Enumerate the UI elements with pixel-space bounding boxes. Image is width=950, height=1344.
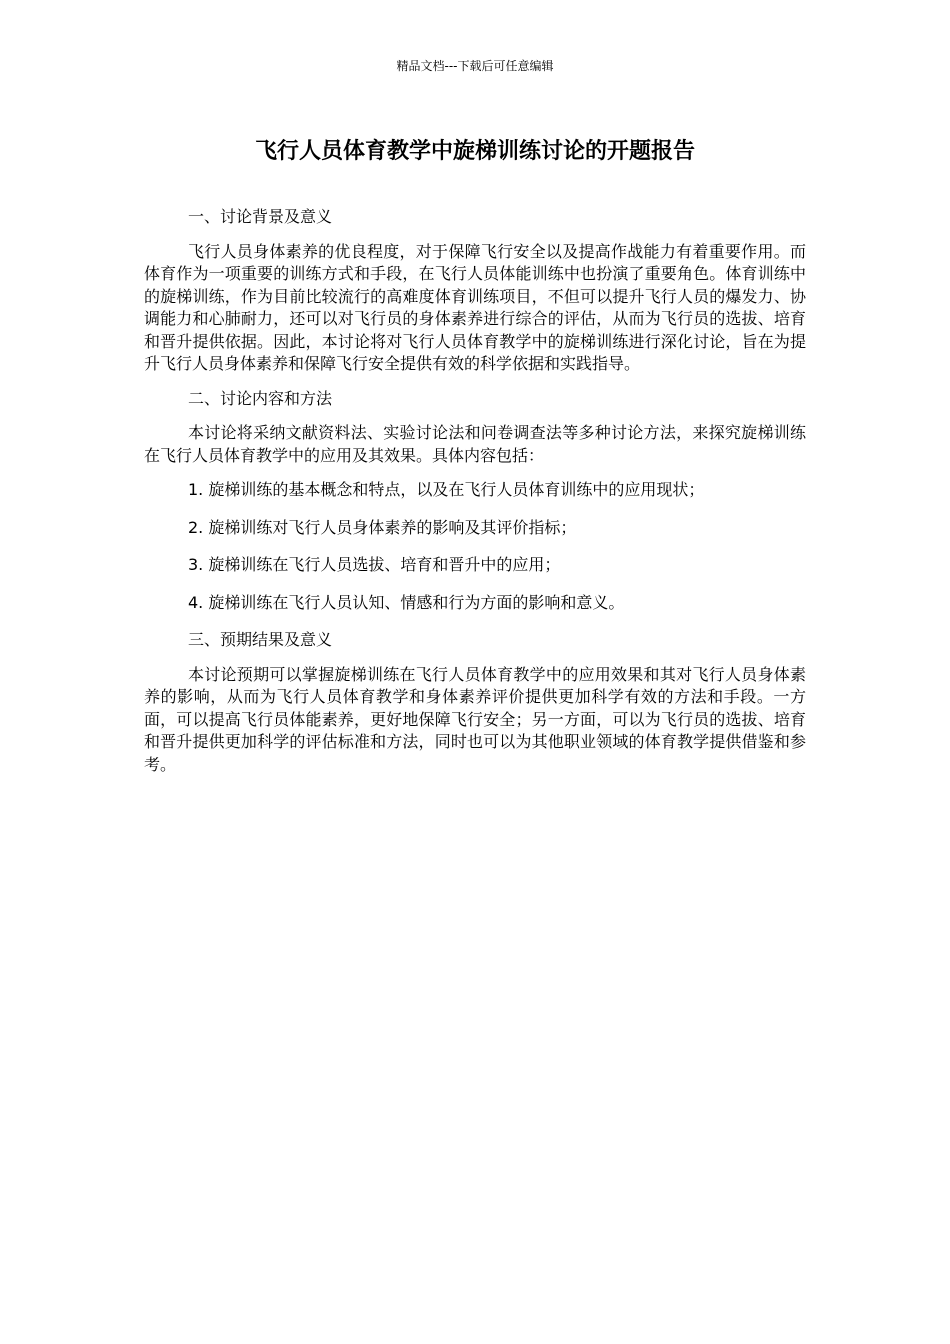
document-body [144, 206, 806, 788]
page-header: 精品文档---下载后可任意编辑 [396, 59, 554, 73]
list-item: 1. 旋梯训练的基本概念和特点，以及在飞行人员体育训练中的应用现状； [188, 480, 705, 499]
section-heading-expected-results: 三、预期结果及意义 [188, 630, 333, 649]
section-heading-background: 一、讨论背景及意义 [188, 207, 333, 226]
list-item: 3. 旋梯训练在飞行人员选拔、培育和晋升中的应用； [188, 555, 561, 574]
section-paragraph-expected-results: 本讨论预期可以掌握旋梯训练在飞行人员体育教学中的应用效果和其对飞行人员身体素养的影响，从而为飞行人员体育教学和身体素养评价提供更加科学有效的方法和手段。一方面，可以提高飞行员体能素养，更好地保障飞行安全；另一方面，可以为飞行员的选拔、培育和晋升提供更加科学的评估标准和方法，同时也可以为其他职业领域的体育教学提供借鉴和参考。 [144, 664, 806, 774]
document-title: 飞行人员体育教学中旋梯训练讨论的开题报告 [254, 139, 695, 164]
section-heading-content-methods: 二、讨论内容和方法 [188, 388, 333, 408]
list-item: 4. 旋梯训练在飞行人员认知、情感和行为方面的影响和意义。 [188, 592, 625, 612]
section-paragraph-content-methods: 本讨论将采纳文献资料法、实验讨论法和问卷调查法等多种讨论方法，来探究旋梯训练在飞行人员体育教学中的应用及其效果。具体内容包括： [144, 423, 806, 465]
list-item: 2. 旋梯训练对飞行人员身体素养的影响及其评价指标； [188, 517, 577, 537]
section-paragraph-background: 飞行人员身体素养的优良程度，对于保障飞行安全以及提高作战能力有着重要作用。而体育作为一项重要的训练方式和手段，在飞行人员体能训练中也扮演了重要角色。体育训练中的旋梯训练，作为目前比较流行的高难度体育训练项目，不但可以提升飞行人员的爆发力、协调能力和心肺耐力，还可以对飞行员的身体素养进行综合的评估，从而为飞行员的选拔、培育和晋升提供依据。因此，本讨论将对飞行人员体育教学中的旋梯训练进行深化讨论，旨在为提升飞行人员身体素养和保障飞行安全提供有效的科学依据和实践指导。 [144, 241, 806, 373]
